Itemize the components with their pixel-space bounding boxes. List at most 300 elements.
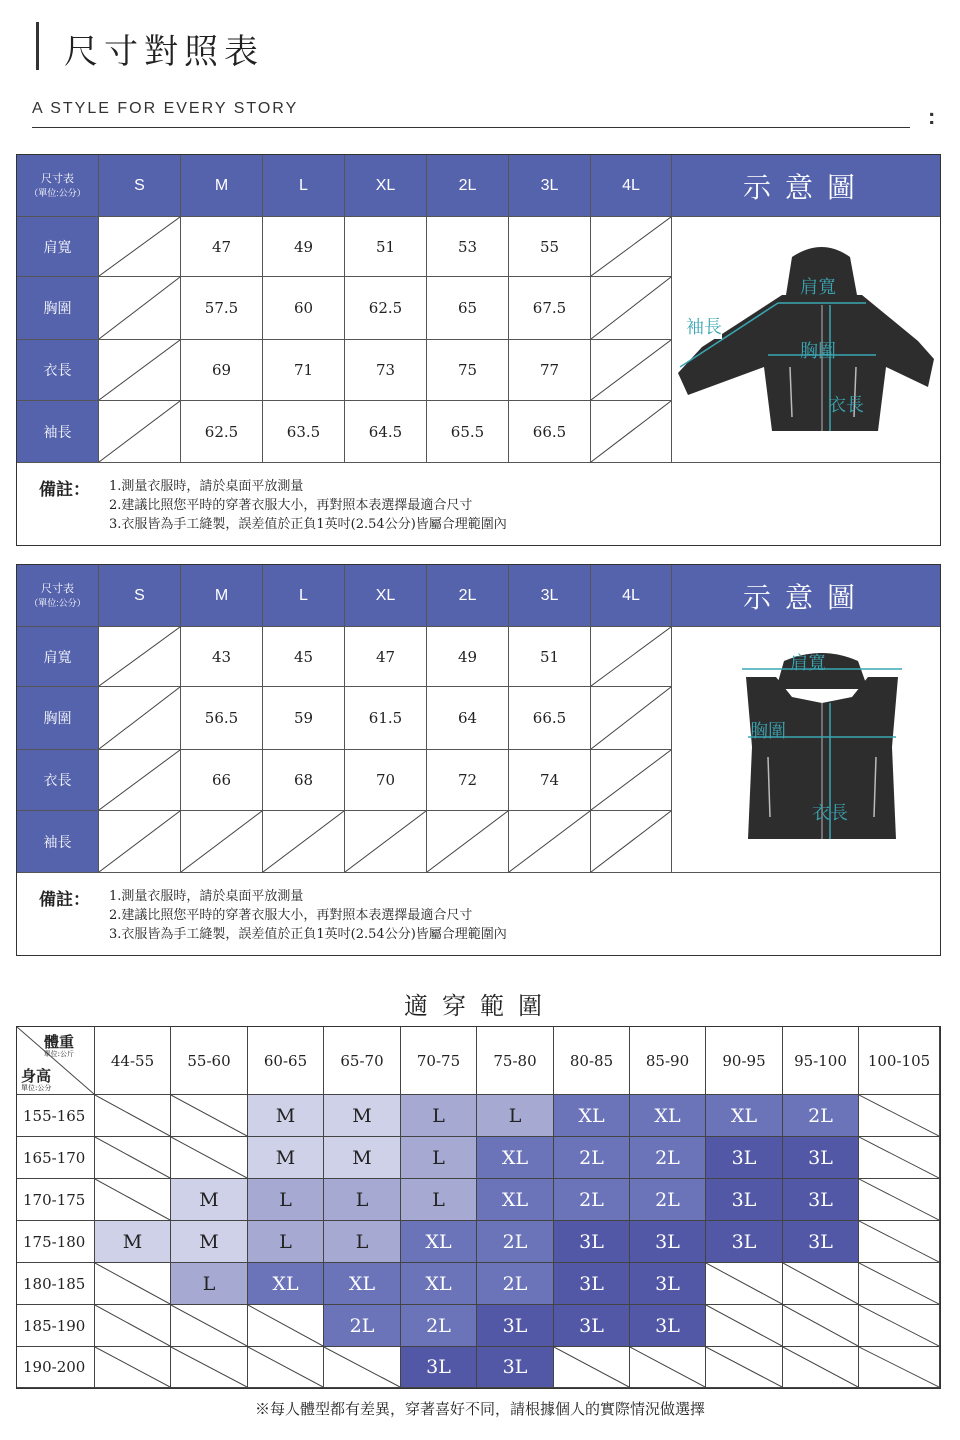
- fit-size-cell: [95, 1095, 171, 1137]
- size-value-cell-text: 70: [375, 771, 396, 789]
- header-divider: [32, 127, 910, 128]
- size-value-cell-text: 65.5: [450, 422, 485, 441]
- size-header-xl-text: XL: [375, 586, 396, 604]
- empty-cell-diagonal: [171, 1347, 247, 1387]
- empty-cell-diagonal: [248, 1305, 323, 1346]
- empty-cell-diagonal: [859, 1137, 939, 1178]
- size-value-cell-text: 51: [375, 237, 396, 256]
- size-value-cell: [99, 627, 181, 687]
- fit-size-cell: [630, 1305, 706, 1347]
- note-item: 2.建議比照您平時的穿著衣服大小，再對照本表選擇最適合尺寸: [109, 498, 473, 513]
- notes-list: [109, 887, 507, 944]
- diagram-header-text: 示意圖: [742, 170, 869, 204]
- height-header: [17, 1347, 95, 1388]
- size-value-cell: [427, 750, 509, 811]
- fit-size-cell: [248, 1095, 324, 1137]
- fit-size-cell: [706, 1305, 783, 1347]
- size-value-cell: [99, 277, 181, 340]
- notes-list: [109, 477, 507, 534]
- size-value-cell-text: 62.5: [204, 422, 239, 441]
- vest-size-table: [16, 564, 941, 956]
- empty-cell-diagonal: [783, 1263, 858, 1304]
- size-value-cell: [263, 687, 345, 750]
- weight-header-text: 90-95: [722, 1051, 766, 1070]
- fit-size-cell-text: M: [122, 1230, 143, 1253]
- size-value-cell-text: 45: [293, 647, 314, 666]
- fit-size-cell: [859, 1305, 940, 1347]
- height-header-text: 165-170: [23, 1148, 86, 1167]
- fit-size-cell: [706, 1263, 783, 1305]
- notes-section: [17, 873, 940, 955]
- size-value-cell: [427, 811, 509, 873]
- empty-cell-diagonal: [859, 1305, 939, 1346]
- empty-cell-diagonal: [99, 217, 180, 276]
- size-value-cell: [99, 217, 181, 277]
- size-value-cell-text: 47: [211, 237, 232, 256]
- size-header-s: [99, 565, 181, 627]
- row-label-0-text: 肩寬: [43, 649, 72, 666]
- fit-size-cell: [477, 1305, 554, 1347]
- diagram-header: [672, 565, 940, 627]
- fit-size-cell-text: L: [508, 1104, 522, 1127]
- fit-size-cell: [783, 1137, 859, 1179]
- empty-cell-diagonal: [427, 811, 508, 872]
- fit-size-cell: [859, 1137, 940, 1179]
- empty-cell-diagonal: [181, 811, 262, 872]
- empty-cell-diagonal: [591, 811, 671, 872]
- size-header-2l-text: 2L: [458, 586, 477, 604]
- size-value-cell: [345, 340, 427, 401]
- corner-label: 尺寸表: [41, 172, 74, 185]
- size-value-cell-text: 43: [211, 647, 232, 666]
- fit-size-cell-text: M: [275, 1146, 296, 1169]
- fit-size-cell: [401, 1347, 477, 1388]
- size-value-cell-text: 64: [457, 709, 478, 727]
- row-label-1-text: 胸圍: [43, 301, 72, 317]
- size-value-cell: [345, 811, 427, 873]
- size-value-cell: [99, 340, 181, 401]
- fit-size-cell-text: 3L: [502, 1314, 528, 1337]
- fit-size-cell-text: 3L: [731, 1188, 757, 1211]
- weight-header-text: 44-55: [110, 1051, 155, 1070]
- height-unit: 單位:公分: [21, 1084, 52, 1092]
- fit-size-cell-text: M: [199, 1230, 219, 1253]
- size-value-cell: [591, 811, 672, 873]
- fit-size-cell: [95, 1305, 171, 1347]
- size-value-cell-text: 47: [375, 647, 396, 666]
- size-value-cell-text: 62.5: [368, 299, 403, 317]
- fit-range-title: 適穿範圍: [404, 992, 556, 1020]
- fit-size-cell: [783, 1305, 859, 1347]
- fit-size-cell-text: L: [432, 1188, 445, 1211]
- fit-size-cell-text: XL: [654, 1104, 681, 1127]
- fit-size-cell-text: 3L: [579, 1230, 604, 1253]
- size-header-s: [99, 155, 181, 217]
- empty-cell-diagonal: [324, 1347, 400, 1387]
- height-header-text: 185-190: [23, 1316, 86, 1335]
- height-header-text: 190-200: [23, 1358, 86, 1376]
- size-header-l: [263, 565, 345, 627]
- fit-size-cell: [706, 1179, 783, 1221]
- weight-header: [554, 1027, 630, 1095]
- empty-cell-diagonal: [248, 1347, 323, 1387]
- fit-size-cell-text: 2L: [579, 1188, 604, 1211]
- fit-size-cell-text: 2L: [502, 1272, 528, 1295]
- size-value-cell: [427, 627, 509, 687]
- fit-size-cell: [554, 1263, 630, 1305]
- size-header-4l: [591, 565, 672, 627]
- empty-cell-diagonal: [706, 1305, 782, 1346]
- weight-label: 體重: [43, 1033, 74, 1051]
- weight-header-text: 100-105: [867, 1051, 931, 1070]
- empty-cell-diagonal: [171, 1095, 247, 1136]
- empty-cell-diagonal: [554, 1347, 629, 1387]
- fit-size-cell: [401, 1221, 477, 1263]
- diagram-label-length: 衣長: [828, 395, 864, 416]
- size-value-cell: [427, 217, 509, 277]
- fit-size-cell-text: 3L: [655, 1314, 680, 1337]
- fit-size-cell-text: L: [202, 1272, 216, 1295]
- size-value-cell-text: 56.5: [204, 709, 239, 727]
- size-value-cell-text: 66.5: [532, 422, 567, 441]
- empty-cell-diagonal: [783, 1305, 858, 1346]
- size-table-corner: [17, 565, 99, 627]
- fit-size-cell-text: 3L: [655, 1230, 680, 1253]
- weight-header: [630, 1027, 706, 1095]
- fit-size-cell: [401, 1263, 477, 1305]
- fit-size-cell: [401, 1179, 477, 1221]
- fit-size-cell: [630, 1221, 706, 1263]
- height-header: [17, 1179, 95, 1221]
- size-value-cell: [345, 627, 427, 687]
- fit-size-cell-text: XL: [425, 1272, 452, 1295]
- size-value-cell: [591, 687, 672, 750]
- empty-cell-diagonal: [591, 627, 671, 686]
- weight-header: [783, 1027, 859, 1095]
- fit-size-cell-text: 3L: [808, 1230, 833, 1253]
- size-header-m-text: M: [214, 586, 229, 604]
- height-header: [17, 1095, 95, 1137]
- row-label-3-text: 袖長: [43, 424, 72, 441]
- size-value-cell: [591, 340, 672, 401]
- fit-size-cell-text: 2L: [349, 1314, 375, 1337]
- fit-size-cell: [95, 1221, 171, 1263]
- fit-size-cell: [706, 1221, 783, 1263]
- fit-size-cell-text: XL: [501, 1188, 529, 1211]
- size-value-cell-text: 75: [457, 361, 478, 379]
- fit-size-cell-text: M: [275, 1104, 296, 1127]
- size-header-xl: [345, 565, 427, 627]
- fit-size-cell-text: M: [352, 1104, 372, 1127]
- fit-size-cell: [706, 1137, 783, 1179]
- fit-size-cell-text: L: [355, 1188, 369, 1211]
- fit-size-cell: [324, 1095, 401, 1137]
- height-header-text: 180-185: [23, 1274, 86, 1293]
- fit-range-footnote: ※每人體型都有差異，穿著喜好不同，請根據個人的實際情況做選擇: [254, 1400, 705, 1418]
- size-header-m-text: M: [214, 176, 229, 194]
- weight-header-text: 85-90: [645, 1051, 690, 1070]
- fit-size-cell: [171, 1305, 248, 1347]
- empty-cell-diagonal: [99, 401, 180, 462]
- fit-size-cell: [477, 1179, 554, 1221]
- height-header: [17, 1221, 95, 1263]
- size-header-s-text: S: [134, 176, 145, 194]
- fit-size-cell: [95, 1137, 171, 1179]
- diagram-header: [672, 155, 940, 217]
- fit-size-cell: [248, 1263, 324, 1305]
- fit-size-cell: [477, 1263, 554, 1305]
- fit-size-cell: [324, 1263, 401, 1305]
- empty-cell-diagonal: [95, 1263, 170, 1304]
- size-value-cell: [509, 340, 591, 401]
- fit-size-cell: [248, 1221, 324, 1263]
- size-value-cell: [263, 811, 345, 873]
- fit-size-cell-text: 2L: [426, 1314, 451, 1337]
- size-value-cell-text: 77: [539, 361, 560, 379]
- row-label-3-text: 袖長: [43, 834, 72, 851]
- size-value-cell: [509, 687, 591, 750]
- size-header-3l: [509, 565, 591, 627]
- empty-cell-diagonal: [95, 1305, 170, 1346]
- size-value-cell: [99, 687, 181, 750]
- fit-size-cell-text: 3L: [655, 1272, 680, 1295]
- fit-size-cell-text: 3L: [808, 1188, 833, 1211]
- fit-size-cell-text: 3L: [731, 1230, 757, 1253]
- size-value-cell: [263, 750, 345, 811]
- row-label-3: [17, 811, 99, 873]
- size-value-cell: [345, 687, 427, 750]
- weight-unit: 單位:公斤: [43, 1050, 74, 1058]
- size-header-2l-text: 2L: [458, 176, 477, 194]
- size-value-cell: [181, 627, 263, 687]
- fit-size-cell: [477, 1221, 554, 1263]
- size-value-cell-text: 63.5: [286, 422, 321, 441]
- diagram-label-chest: 胸圍: [800, 341, 836, 362]
- page-title: 尺寸對照表: [64, 32, 264, 72]
- row-label-1: [17, 277, 99, 340]
- note-item: 1.測量衣服時，請於桌面平放測量: [109, 479, 304, 494]
- fit-size-cell-text: L: [432, 1104, 445, 1127]
- diagram-label-length: 衣長: [812, 803, 848, 824]
- fit-size-cell-text: M: [352, 1146, 372, 1169]
- fit-size-cell: [324, 1347, 401, 1388]
- size-header-3l: [509, 155, 591, 217]
- size-value-cell-text: 66: [211, 771, 232, 789]
- size-header-m: [181, 155, 263, 217]
- fit-size-cell: [859, 1095, 940, 1137]
- fit-size-cell: [95, 1347, 171, 1388]
- size-value-cell: [181, 687, 263, 750]
- height-header-text: 155-165: [23, 1106, 86, 1125]
- fit-size-cell: [477, 1347, 554, 1388]
- size-value-cell: [591, 627, 672, 687]
- height-header-text: 170-175: [23, 1190, 86, 1209]
- empty-cell-diagonal: [171, 1305, 247, 1346]
- size-value-cell: [509, 401, 591, 463]
- fit-size-cell: [477, 1095, 554, 1137]
- size-value-cell: [509, 750, 591, 811]
- size-value-cell: [345, 401, 427, 463]
- fit-size-cell: [324, 1305, 401, 1347]
- size-value-cell: [591, 401, 672, 463]
- fit-size-cell: [477, 1137, 554, 1179]
- size-value-cell: [427, 277, 509, 340]
- row-label-2-text: 衣長: [43, 363, 72, 379]
- empty-cell-diagonal: [99, 811, 180, 872]
- size-value-cell: [509, 277, 591, 340]
- empty-cell-diagonal: [99, 277, 180, 339]
- fit-size-cell: [324, 1137, 401, 1179]
- size-value-cell: [345, 217, 427, 277]
- row-label-2-text: 衣長: [43, 773, 72, 789]
- size-header-xl-text: XL: [375, 176, 396, 194]
- fit-size-cell: [859, 1263, 940, 1305]
- empty-cell-diagonal: [706, 1263, 782, 1304]
- note-item: 3.衣服皆為手工縫製，誤差值於正負1英吋(2.54公分)皆屬合理範圍內: [109, 927, 507, 942]
- fit-size-cell: [783, 1221, 859, 1263]
- weight-header-text: 80-85: [569, 1051, 614, 1070]
- empty-cell-diagonal: [345, 811, 426, 872]
- empty-cell-diagonal: [171, 1137, 247, 1178]
- range-table-corner: [17, 1027, 95, 1095]
- empty-cell-diagonal: [591, 217, 671, 276]
- empty-cell-diagonal: [99, 340, 180, 400]
- size-value-cell-text: 57.5: [204, 299, 239, 317]
- fit-size-cell: [171, 1263, 248, 1305]
- fit-size-cell: [630, 1137, 706, 1179]
- empty-cell-diagonal: [95, 1347, 170, 1387]
- empty-cell-diagonal: [99, 750, 180, 810]
- weight-header-text: 65-70: [340, 1051, 384, 1070]
- weight-header: [171, 1027, 248, 1095]
- empty-cell-diagonal: [95, 1179, 170, 1220]
- size-value-cell: [181, 217, 263, 277]
- empty-cell-diagonal: [706, 1347, 782, 1387]
- size-value-cell: [591, 217, 672, 277]
- fit-size-cell: [171, 1347, 248, 1388]
- empty-cell-diagonal: [859, 1179, 939, 1220]
- size-value-cell-text: 69: [211, 361, 232, 379]
- empty-cell-diagonal: [859, 1347, 939, 1387]
- fit-size-cell-text: 2L: [808, 1104, 833, 1127]
- notes-section: [17, 463, 940, 545]
- corner-unit: （單位:公分）: [29, 597, 86, 608]
- size-value-cell-text: 72: [457, 771, 478, 789]
- size-value-cell: [509, 627, 591, 687]
- size-value-cell: [345, 277, 427, 340]
- weight-header-text: 70-75: [416, 1051, 461, 1070]
- weight-header: [95, 1027, 171, 1095]
- diagram-header-text: 示意圖: [742, 580, 869, 614]
- note-item: 2.建議比照您平時的穿著衣服大小，再對照本表選擇最適合尺寸: [109, 908, 473, 923]
- fit-size-cell: [783, 1263, 859, 1305]
- empty-cell-diagonal: [591, 277, 671, 339]
- fit-size-cell-text: L: [279, 1230, 292, 1253]
- fit-size-cell: [706, 1347, 783, 1388]
- weight-header-text: 75-80: [493, 1051, 537, 1070]
- note-item: 1.測量衣服時，請於桌面平放測量: [109, 889, 304, 904]
- size-value-cell: [99, 401, 181, 463]
- empty-cell-diagonal: [859, 1221, 939, 1262]
- fit-size-cell-text: XL: [425, 1230, 452, 1253]
- height-header-text: 175-180: [23, 1232, 86, 1251]
- notes-label: 備註：: [39, 480, 90, 500]
- size-value-cell-text: 49: [293, 237, 314, 256]
- weight-header: [706, 1027, 783, 1095]
- empty-cell-diagonal: [263, 811, 344, 872]
- size-value-cell-text: 61.5: [368, 709, 403, 727]
- size-value-cell-text: 60: [293, 299, 314, 317]
- jacket-size-table: [16, 154, 941, 546]
- fit-size-cell-text: 3L: [502, 1356, 528, 1378]
- fit-size-cell-text: L: [432, 1146, 445, 1169]
- diagram-label-shoulder: 肩寬: [800, 277, 836, 298]
- row-label-0: [17, 627, 99, 687]
- fit-size-cell-text: 2L: [655, 1188, 680, 1211]
- height-label: 身高: [21, 1067, 52, 1085]
- fit-size-cell: [554, 1221, 630, 1263]
- diagram-label-chest: 胸圍: [750, 721, 786, 742]
- fit-size-cell: [95, 1263, 171, 1305]
- weight-header: [324, 1027, 401, 1095]
- size-value-cell-text: 71: [293, 361, 314, 379]
- size-value-cell: [263, 217, 345, 277]
- row-label-2: [17, 340, 99, 401]
- header-colon: :: [928, 104, 936, 129]
- size-value-cell-text: 65: [457, 299, 478, 317]
- fit-size-cell: [401, 1095, 477, 1137]
- size-header-s-text: S: [134, 586, 145, 604]
- fit-size-cell: [554, 1179, 630, 1221]
- row-label-0-text: 肩寬: [43, 239, 72, 256]
- row-label-1-text: 胸圍: [43, 711, 72, 727]
- empty-cell-diagonal: [859, 1263, 939, 1304]
- size-value-cell: [181, 811, 263, 873]
- size-header-3l-text: 3L: [540, 586, 559, 604]
- size-header-l-text: L: [299, 176, 308, 194]
- weight-header-text: 95-100: [794, 1051, 847, 1070]
- size-value-cell: [427, 687, 509, 750]
- size-value-cell-text: 55: [539, 237, 560, 256]
- empty-cell-diagonal: [591, 340, 671, 400]
- row-label-1: [17, 687, 99, 750]
- fit-size-cell-text: 3L: [731, 1146, 757, 1169]
- size-value-cell: [591, 277, 672, 340]
- size-header-m: [181, 565, 263, 627]
- empty-cell-diagonal: [99, 627, 180, 686]
- size-header-l-text: L: [299, 586, 308, 604]
- fit-size-cell: [401, 1137, 477, 1179]
- size-value-cell-text: 66.5: [532, 709, 567, 727]
- fit-size-cell: [859, 1347, 940, 1388]
- fit-size-cell-text: XL: [348, 1272, 376, 1295]
- fit-size-cell: [783, 1179, 859, 1221]
- size-value-cell: [427, 340, 509, 401]
- fit-size-cell: [248, 1347, 324, 1388]
- weight-header-text: 55-60: [187, 1051, 231, 1070]
- size-value-cell-text: 67.5: [532, 299, 567, 317]
- empty-cell-diagonal: [591, 401, 671, 462]
- height-header: [17, 1263, 95, 1305]
- size-value-cell-text: 59: [293, 709, 314, 727]
- size-value-cell: [427, 401, 509, 463]
- row-label-3: [17, 401, 99, 463]
- fit-size-cell: [171, 1179, 248, 1221]
- fit-size-cell: [324, 1179, 401, 1221]
- size-value-cell: [591, 750, 672, 811]
- size-header-2l: [427, 565, 509, 627]
- height-header: [17, 1137, 95, 1179]
